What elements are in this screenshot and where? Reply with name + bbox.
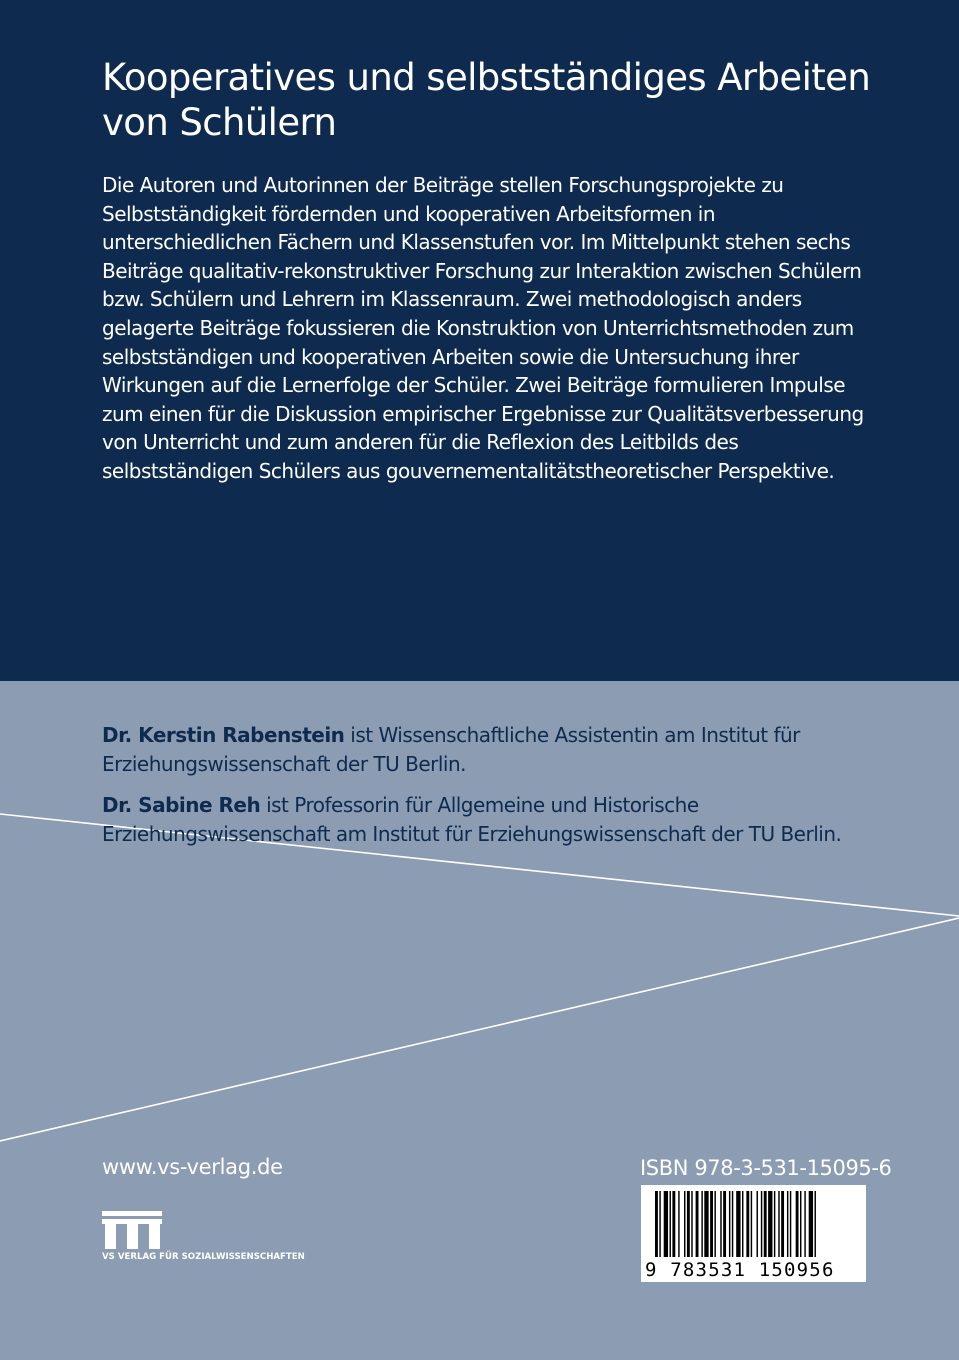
barcode-bar [800,1191,801,1257]
barcode-bar [659,1191,660,1257]
barcode-bar [696,1191,699,1257]
barcode-bar [714,1191,715,1257]
barcode-bar [672,1191,675,1257]
author-name: Dr. Sabine Reh [102,793,261,817]
barcode-bar [710,1191,713,1257]
barcode-icon [641,1185,866,1282]
barcode-bar [742,1191,743,1257]
vs-verlag-logo-icon [102,1211,162,1249]
book-description: Die Autoren und Autorinnen der Beiträge stellen Forschungsprojekte zu Selbstständigkeit fördernden und kooperativen Arbeitsformen in unterschiedlichen Fächern und Klassenstufen vor. Im Mittelpunkt stehen sechs Beiträge qualitativ-rekonstruktiver Forschung zur Interaktion zwischen Schülern bzw. Schülern und Lehrern im Klassenraum. Zwei methodologisch anders gelagerte Beiträge fokussieren die Konstruktion von Unterrichtsmethoden zum selbstständigen und kooperativen Arbeiten sowie die Untersuchung ihrer Wirkungen auf die Lernerfolge der Schüler. Zwei Beiträge formulieren Impulse zum einen für die Diskussion empirischer Ergebnisse zur Qualitätsverbesserung von Unterricht und zum anderen für die Reflexion des Leitbilds des selbstständigen Schülers aus gouvernementalitätstheoretischer Perspektive. [102,173,864,483]
barcode-bar [701,1191,702,1257]
barcode-bar [761,1191,762,1257]
barcode-bar [684,1191,685,1257]
barcode-bar [790,1191,791,1257]
barcode-bar [778,1191,779,1257]
barcode-bar [729,1191,730,1257]
barcode-bar [781,1191,784,1257]
barcode-bar [732,1191,733,1257]
barcode-bar [691,1191,692,1257]
barcode-number: 9 783531 150956 [645,1259,835,1281]
author-bio-reh [102,791,862,848]
isbn-label: ISBN 978-3-531-15095-6 [640,1156,892,1180]
barcode-bar [787,1191,788,1257]
barcode-bar [687,1191,690,1257]
barcode-bar [804,1191,805,1257]
publisher-website-link[interactable]: www.vs-verlag.de [102,1155,283,1179]
author-name: Dr. Kerstin Rabenstein [102,723,345,747]
barcode-bar [764,1191,767,1257]
barcode-bar [664,1191,668,1257]
barcode-bar [757,1191,758,1257]
barcode-bar [796,1191,799,1257]
barcode-bar [720,1191,721,1257]
barcode-bar [704,1191,708,1257]
author-description: ist Professorin für Allgemeine und Historische Erziehungswissenschaft am Institut für Erziehungswissenschaft der TU Berlin. [102,793,842,846]
barcode-bar [751,1191,752,1257]
barcode-bar [746,1191,749,1257]
publisher-name: VS VERLAG FÜR SOZIALWISSENSCHAFTEN [102,1252,305,1262]
author-description: ist Wissenschaftliche Assistentin am Institut für Erziehungswissenschaft der TU Berlin. [102,723,800,776]
barcode-bar [809,1191,813,1257]
barcode-bar [678,1191,679,1257]
barcode-bar [815,1191,816,1257]
barcode-bar [736,1191,740,1257]
author-panel [0,681,959,1360]
book-title: Kooperatives und selbstständiges Arbeiten von Schülern [102,56,871,144]
barcode-bar [774,1191,775,1257]
barcode-bar [768,1191,772,1257]
barcode-bar [723,1191,726,1257]
barcode-bar [670,1191,671,1257]
author-bio-rabenstein [102,721,862,778]
barcode-bar [655,1191,658,1257]
